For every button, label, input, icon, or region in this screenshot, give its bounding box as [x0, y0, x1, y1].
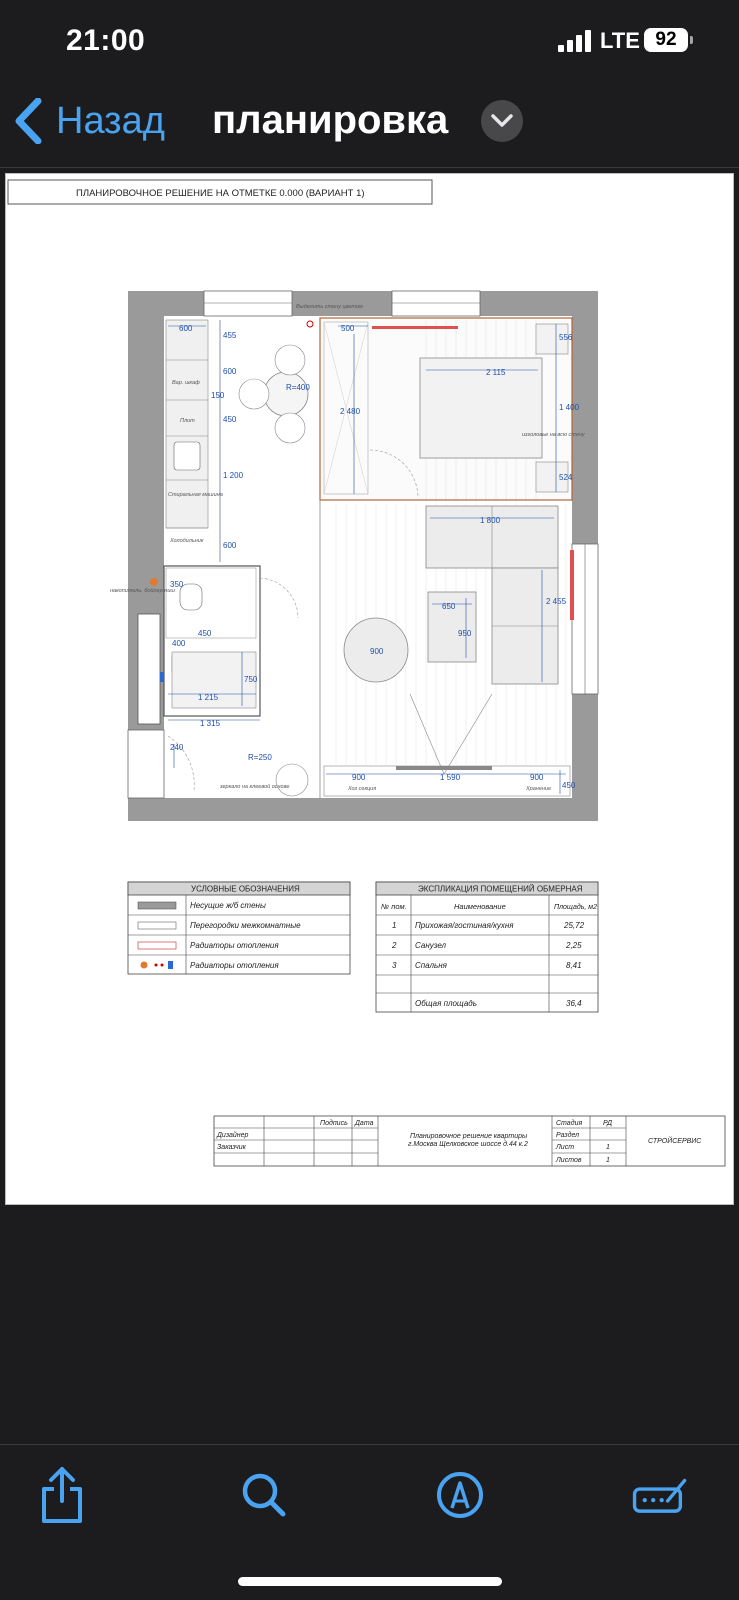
room-number: 2: [392, 941, 397, 950]
share-button[interactable]: [34, 1467, 90, 1523]
dim-label: 650: [442, 602, 456, 611]
back-label: Назад: [56, 99, 165, 142]
plan-note: Хоз секция: [348, 786, 377, 792]
plan-note: Выделить стену цветом: [296, 304, 363, 310]
stamp-cell: Раздел: [556, 1132, 580, 1139]
chevron-down-icon: [491, 114, 513, 128]
plan-note: Хранение: [526, 786, 552, 792]
search-icon: [241, 1472, 287, 1518]
room-name: Спальня: [415, 961, 447, 970]
chevron-left-icon: [14, 98, 42, 144]
stamp-cell: 1: [606, 1144, 610, 1151]
stamp-cell: Дизайнер: [217, 1132, 249, 1139]
form-fill-button[interactable]: [632, 1467, 688, 1523]
floor-plan-drawing: [6, 174, 735, 1206]
room-number: 1: [392, 921, 397, 930]
legend-row: Радиаторы отопления: [190, 941, 279, 950]
total-value: 36,4: [566, 999, 582, 1008]
dim-label: 450: [223, 415, 237, 424]
share-icon: [37, 1465, 87, 1525]
dim-label: 350: [170, 580, 184, 589]
plan-note: Стиральная машина: [168, 492, 223, 498]
document-page[interactable]: [5, 173, 734, 1205]
stamp-cell: Дата: [355, 1120, 374, 1127]
stamp-cell: 1: [606, 1157, 610, 1164]
dim-label: 2 115: [486, 368, 506, 377]
stamp-cell: Подпись: [320, 1120, 348, 1127]
dim-label: 150: [211, 391, 225, 400]
search-button[interactable]: [236, 1467, 292, 1523]
room-name: Санузел: [415, 941, 447, 950]
signature-icon: [632, 1472, 688, 1518]
dim-label: 900: [530, 773, 544, 782]
stamp-cell: Стадия: [556, 1120, 583, 1127]
status-bar: [0, 0, 739, 84]
legend-title: УСЛОВНЫЕ ОБОЗНАЧЕНИЯ: [191, 884, 300, 894]
dim-label: 900: [370, 647, 384, 656]
dim-label: 1 590: [440, 773, 461, 782]
dim-label: 600: [179, 324, 193, 333]
plan-note: Холодильник: [170, 538, 204, 544]
stamp-company: СТРОЙСЕРВИС: [648, 1138, 702, 1145]
stamp-description: Планировочное решение квартиры: [410, 1133, 528, 1140]
plan-note: Плит: [180, 418, 195, 424]
dim-label: 1 215: [198, 693, 219, 702]
legend-row: Радиаторы отопления: [190, 961, 279, 970]
dim-label: 950: [458, 629, 472, 638]
battery-tip: [690, 36, 693, 44]
radius-label: R=400: [286, 383, 310, 392]
title-menu-button[interactable]: [481, 100, 523, 142]
network-type: LTE: [600, 28, 640, 53]
stamp-cell: Заказчик: [217, 1144, 246, 1151]
dim-label: 450: [562, 781, 576, 790]
home-indicator: [238, 1577, 502, 1586]
legend-row: Несущие ж/б стены: [190, 901, 266, 910]
dim-label: 2 455: [546, 597, 567, 606]
battery-icon: 92: [644, 28, 688, 52]
nav-bar: [0, 84, 739, 168]
dim-label: 1 200: [223, 471, 244, 480]
signal-icon: [558, 30, 592, 52]
room-area: 8,41: [566, 961, 582, 970]
dim-label: 450: [198, 629, 212, 638]
dim-label: 1 315: [200, 719, 221, 728]
title-block: [214, 1116, 725, 1166]
room-area: 25,72: [564, 921, 585, 930]
stamp-cell: Лист: [556, 1144, 575, 1151]
page-title: планировка: [212, 98, 449, 142]
column-header: Наименование: [454, 902, 506, 911]
legend-row: Перегородки межкомнатные: [190, 921, 301, 930]
dim-label: 500: [341, 324, 355, 333]
plan-note: изголовье на всю стену: [522, 432, 585, 438]
legend-table: [128, 882, 350, 974]
room-number: 3: [392, 961, 397, 970]
column-header: Площадь, м2: [554, 904, 597, 911]
dim-label: 1 400: [559, 403, 580, 412]
plan-note: Вар. шкаф: [172, 380, 200, 386]
dim-label: 556: [559, 333, 573, 342]
total-label: Общая площадь: [415, 999, 477, 1008]
dim-label: 2 480: [340, 407, 361, 416]
back-button[interactable]: [14, 96, 165, 146]
dim-label: 455: [223, 331, 237, 340]
dim-label: 600: [223, 541, 237, 550]
drawing-header: ПЛАНИРОВОЧНОЕ РЕШЕНИЕ НА ОТМЕТКЕ 0.000 (ВАРИАНТ 1): [76, 188, 365, 199]
room-area: 2,25: [566, 941, 582, 950]
markup-icon: [435, 1470, 485, 1520]
plan-note: зеркало на клеевой основе: [220, 784, 290, 790]
dim-label: 240: [170, 743, 184, 752]
explication-table: [376, 882, 598, 1012]
room-name: Прихожая/гостиная/кухня: [415, 921, 514, 930]
stamp-description: г.Москва Щелковское шоссе д.44 к.2: [408, 1141, 528, 1148]
dim-label: 1 800: [480, 516, 501, 525]
dim-label: 524: [559, 473, 573, 482]
dim-label: 900: [352, 773, 366, 782]
radius-label: R=250: [248, 753, 272, 762]
markup-button[interactable]: [432, 1467, 488, 1523]
dim-label: 400: [172, 639, 186, 648]
dim-label: 750: [244, 675, 258, 684]
plan-note: накопитель. бойлер ниш: [110, 588, 175, 594]
explication-title: ЭКСПЛИКАЦИЯ ПОМЕЩЕНИЙ ОБМЕРНАЯ: [418, 884, 583, 894]
status-time: 21:00: [66, 24, 146, 57]
stamp-cell: Листов: [556, 1157, 582, 1164]
stamp-cell: РД: [603, 1120, 613, 1127]
column-header: № пом.: [381, 902, 407, 911]
dim-label: 600: [223, 367, 237, 376]
